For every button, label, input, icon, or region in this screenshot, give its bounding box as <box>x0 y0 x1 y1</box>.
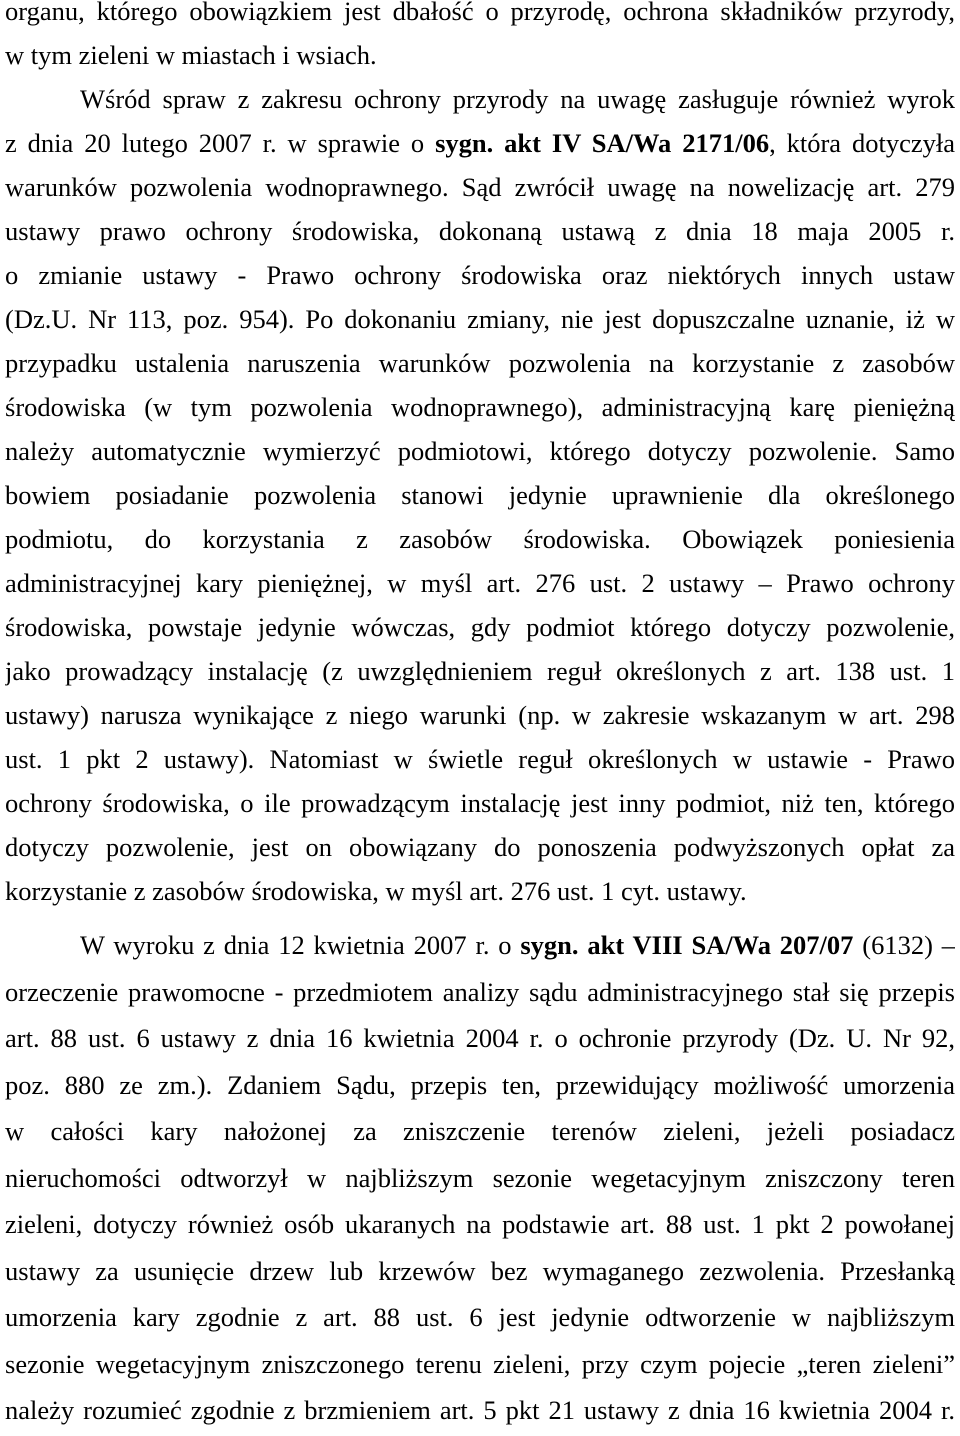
text-line: poz. 880 ze zm.). Zdaniem Sądu, przepis ten, przewidujący możliwość umorzenia <box>5 1069 955 1100</box>
text-line: organu, którego obowiązkiem jest dbałość o przyrodę, ochrona składników przyrody, <box>5 0 955 26</box>
paragraph-3 <box>5 922 955 1434</box>
text-segment: (6132) – <box>853 930 955 960</box>
text-line: umorzenia kary zgodnie z art. 88 ust. 6 jest jedynie odtworzenie w najbliższym <box>5 1302 955 1332</box>
case-reference: sygn. akt IV SA/Wa 2171/06 <box>435 128 770 158</box>
paragraph-1 <box>5 0 955 77</box>
text-line: jako prowadzący instalację (z uwzględnieniem reguł określonych z art. 138 ust. 1 <box>5 656 955 686</box>
text-line <box>5 121 955 165</box>
text-segment: z dnia 20 lutego 2007 r. w sprawie o <box>5 128 436 158</box>
text-line: przypadku ustalenia naruszenia warunków pozwolenia na korzystanie z zasobów <box>5 348 955 378</box>
text-line: orzeczenie prawomocne - przedmiotem analizy sądu administracyjnego stał się przepis <box>5 976 955 1007</box>
text-line: administracyjnej kary pieniężnej, w myśl art. 276 ust. 2 ustawy – Prawo ochrony <box>5 568 955 598</box>
paragraph-2 <box>5 77 955 913</box>
text-line: dotyczy pozwolenie, jest on obowiązany do ponoszenia podwyższonych opłat za <box>5 832 955 862</box>
text-segment: , która dotyczyła <box>769 128 955 158</box>
text-line: art. 88 ust. 6 ustawy z dnia 16 kwietnia 2004 r. o ochronie przyrody (Dz. U. Nr 92, <box>5 1023 955 1053</box>
text-line: Wśród spraw z zakresu ochrony przyrody na uwagę zasługuje również wyrok <box>80 84 955 114</box>
text-segment: W wyroku z dnia 12 kwietnia 2007 r. o <box>80 930 521 960</box>
text-line: nieruchomości odtworzył w najbliższym sezonie wegetacyjnym zniszczony teren <box>5 1162 955 1193</box>
text-line: bowiem posiadanie pozwolenia stanowi jedynie uprawnienie dla określonego <box>5 480 955 510</box>
text-line: sezonie wegetacyjnym zniszczonego terenu zieleni, przy czym pojecie „teren zieleni” <box>5 1348 955 1379</box>
text-line: o zmianie ustawy - Prawo ochrony środowiska oraz niektórych innych ustaw <box>5 260 955 290</box>
text-line: warunków pozwolenia wodnoprawnego. Sąd zwrócił uwagę na nowelizację art. 279 <box>5 172 955 202</box>
text-line: korzystanie z zasobów środowiska, w myśl art. 276 ust. 1 cyt. ustawy. <box>5 876 747 906</box>
text-line: należy rozumieć zgodnie z brzmieniem art. 5 pkt 21 ustawy z dnia 16 kwietnia 2004 r. <box>5 1395 955 1425</box>
text-line: środowiska (w tym pozwolenia wodnoprawnego), administracyjną karę pieniężną <box>5 392 955 422</box>
text-line: (Dz.U. Nr 113, poz. 954). Po dokonaniu zmiany, nie jest dopuszczalne uznanie, iż w <box>5 304 955 334</box>
case-reference: sygn. akt VIII SA/Wa 207/07 <box>520 930 854 960</box>
text-line <box>5 922 955 969</box>
text-line: w tym zieleni w miastach i wsiach. <box>5 40 377 70</box>
text-line: należy automatycznie wymierzyć podmiotowi, którego dotyczy pozwolenie. Samo <box>5 436 955 466</box>
text-line: ustawy) narusza wynikające z niego warunki (np. w zakresie wskazanym w art. 298 <box>5 700 955 730</box>
text-line: ochrony środowiska, o ile prowadzącym instalację jest inny podmiot, niż ten, którego <box>5 788 955 818</box>
text-line: ustawy za usunięcie drzew lub krzewów bez wymaganego zezwolenia. Przesłanką <box>5 1255 955 1286</box>
text-line: zieleni, dotyczy również osób ukaranych na podstawie art. 88 ust. 1 pkt 2 powołanej <box>5 1209 955 1239</box>
text-line: ust. 1 pkt 2 ustawy). Natomiast w świetle reguł określonych w ustawie - Prawo <box>5 744 955 774</box>
text-line: ustawy prawo ochrony środowiska, dokonaną ustawą z dnia 18 maja 2005 r. <box>5 216 955 246</box>
text-line: w całości kary nałożonej za zniszczenie terenów zieleni, jeżeli posiadacz <box>5 1116 955 1146</box>
text-line: podmiotu, do korzystania z zasobów środowiska. Obowiązek poniesienia <box>5 524 955 554</box>
text-line: środowiska, powstaje jedynie wówczas, gdy podmiot którego dotyczy pozwolenie, <box>5 612 955 642</box>
